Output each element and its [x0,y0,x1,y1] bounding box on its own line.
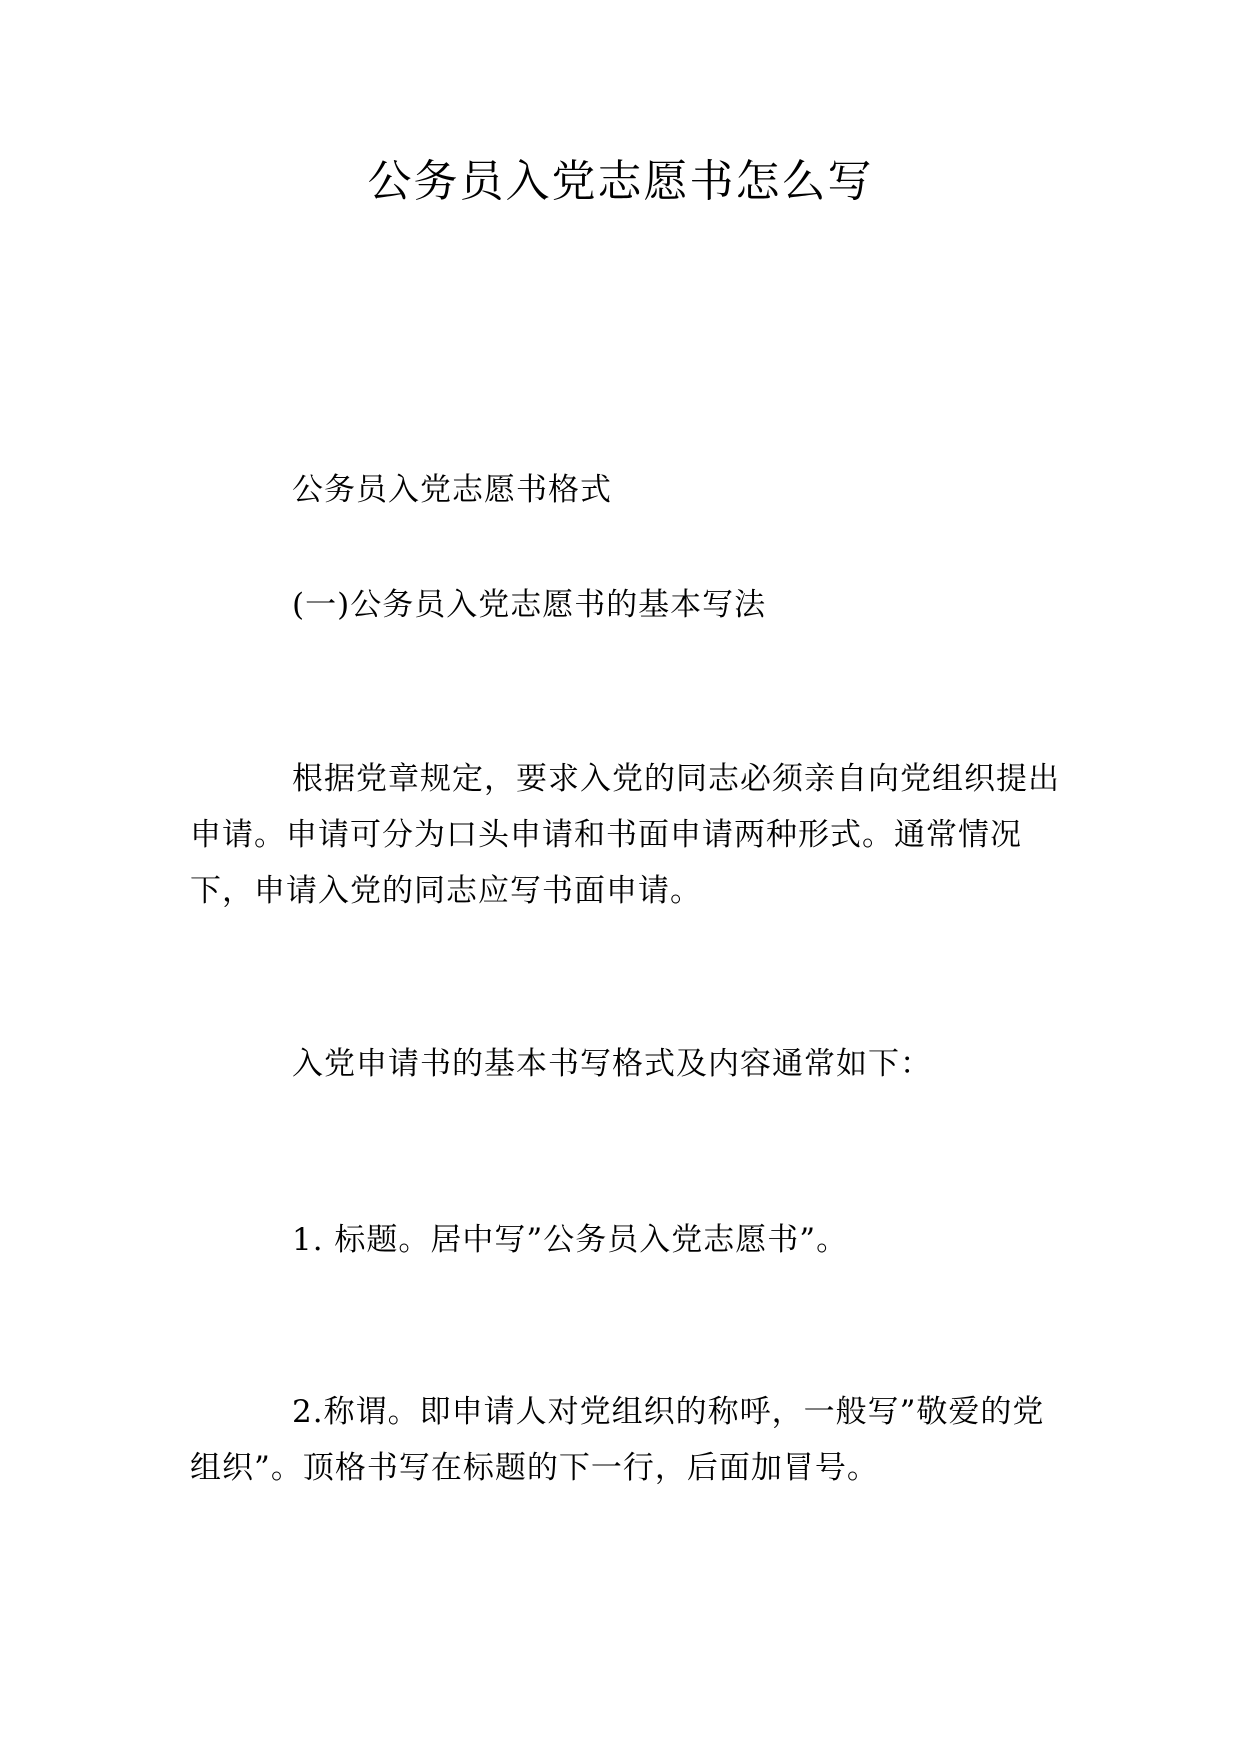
document-title: 公务员入党志愿书怎么写 [367,156,874,207]
list-item-title: 1. 标题。居中写”公务员入党志愿书”。 [292,1222,849,1258]
paragraph-format-intro: 入党申请书的基本书写格式及内容通常如下： [292,1046,932,1082]
paragraph-party-constitution: 根据党章规定，要求入党的同志必须亲自向党组织提出申请。申请可分为口头申请和书面申请两种形式。通常情况下，申请入党的同志应写书面申请。 [190,761,1060,909]
section-heading-format: 公务员入党志愿书格式 [292,472,612,508]
list-item-salutation: 2.称谓。即申请人对党组织的称呼，一般写”敬爱的党组织”。顶格书写在标题的下一行，后面加冒号。 [190,1394,1045,1486]
subsection-heading-basic-writing: (一)公务员入党志愿书的基本写法 [292,587,767,623]
